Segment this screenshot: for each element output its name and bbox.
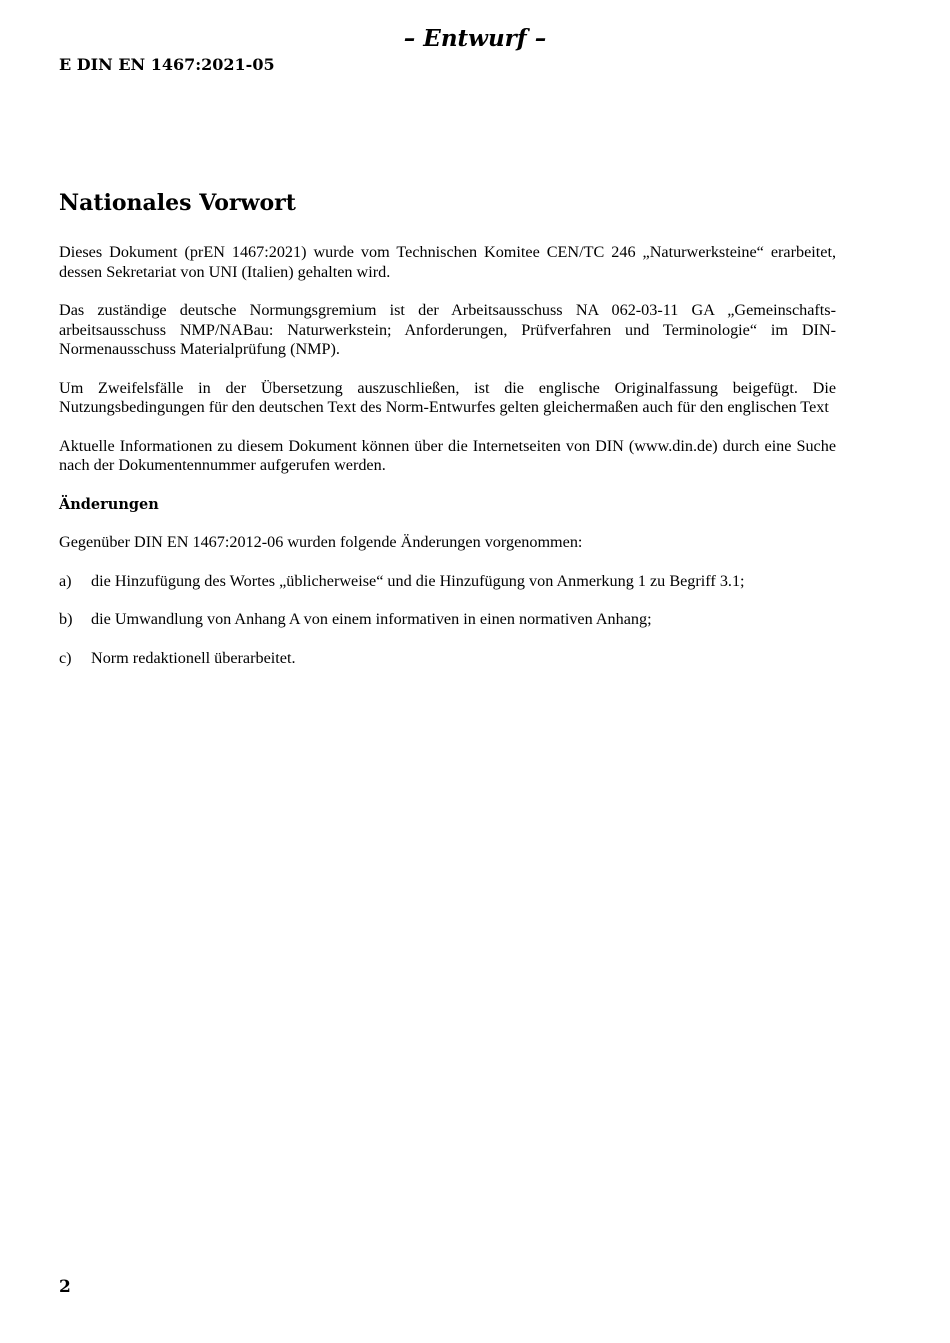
paragraph-information: Aktuelle Informationen zu diesem Dokument können über die Internetseiten von DIN (www.din.de) durch eine Suche nach der Dokumentennummer aufgerufen werden.: [59, 436, 836, 474]
list-item: [59, 610, 836, 630]
list-item-text: die Hinzufügung des Wortes „üblicherweise“ und die Hinzufügung von Anmerkung 1 zu Begriff 3.1;: [91, 571, 745, 590]
list-marker: c): [59, 648, 72, 667]
changes-intro: Gegenüber DIN EN 1467:2012-06 wurden folgende Änderungen vorgenommen:: [59, 533, 583, 551]
list-item-text: Norm redaktionell überarbeitet.: [91, 648, 296, 667]
list-item-text: die Umwandlung von Anhang A von einem informativen in einen normativen Anhang;: [91, 610, 652, 628]
changes-list: [59, 572, 836, 669]
page-number: 2: [59, 1277, 71, 1297]
list-item: [59, 649, 836, 669]
paragraph-committee: Dieses Dokument (prEN 1467:2021) wurde vom Technischen Komitee CEN/TC 246 „Naturwerksteine“ erarbeitet, dessen Sekretariat von UNI (Italien) gehalten wird.: [59, 243, 836, 281]
national-foreword-section: [59, 188, 836, 687]
paragraph-standards-body: Das zuständige deutsche Normungsgremium ist der Arbeitsausschuss NA 062-03-11 GA „Gemeinschafts-arbeitsausschuss NMP/NABau: Naturwerkstein; Anforderungen, Prüfverfahren und Terminologie“ im DIN-Normenausschuss Materialprüfung (NMP).: [59, 301, 836, 358]
list-marker: b): [59, 610, 73, 628]
document-id: E DIN EN 1467:2021-05: [59, 55, 275, 74]
list-marker: a): [59, 571, 72, 590]
list-item: [59, 572, 836, 592]
draft-mark: – Entwurf –: [403, 25, 547, 52]
paragraph-translation: Um Zweifelsfälle in der Übersetzung auszuschließen, ist die englische Originalfassung beigefügt. Die Nutzungsbedingungen für den deutschen Text des Norm-Entwurfes gelten gleichermaßen auch für den englischen Text: [59, 378, 836, 416]
changes-heading: Änderungen: [59, 495, 159, 513]
section-title: Nationales Vorwort: [59, 190, 296, 216]
